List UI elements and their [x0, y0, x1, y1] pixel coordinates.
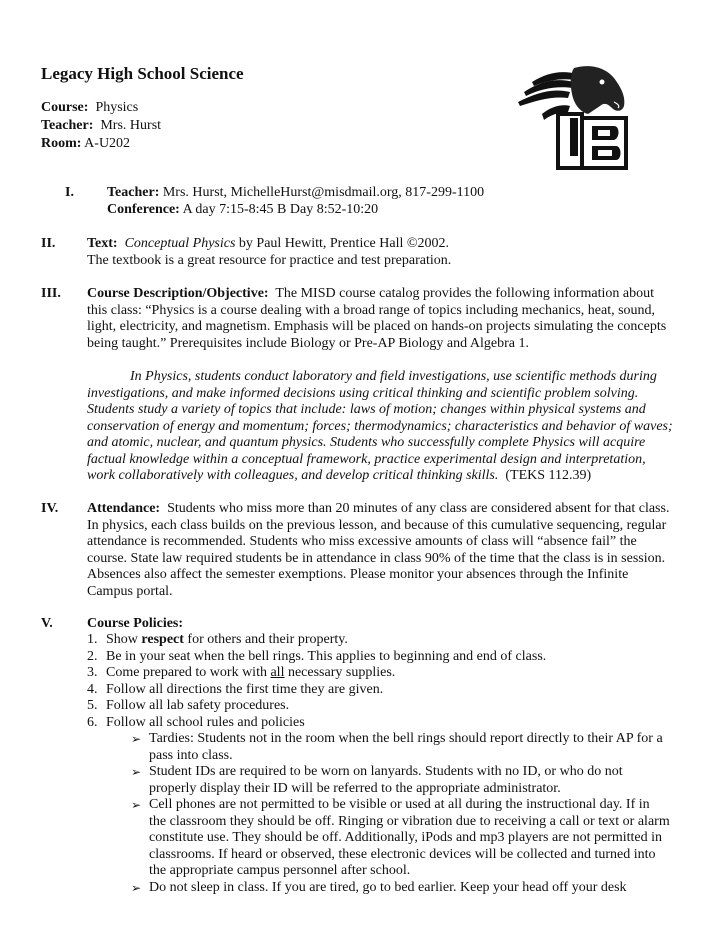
section-3-number: III.: [41, 286, 61, 301]
policy-item: 3. Come prepared to work with all necessary supplies.: [87, 665, 396, 680]
policy-list: [87, 632, 546, 731]
policy-item: 6. Follow all school rules and policies: [87, 714, 305, 730]
logo-letters: LB: [576, 166, 578, 167]
mustang-logo: [518, 62, 630, 170]
room-line: Room: A-U202: [41, 136, 131, 151]
section-3-teks: In Physics, students conduct laboratory and field investigations, use scientific methods during investigations, and make informed decisions using critical thinking and scientific problem solving. Students study a variety of topics that include: laws of motion; changes within physical systems and conservation of energy and momentum; forces; thermodynamics; characteristics and behavior of waves; and atomic, nuclear, and quantum physics. Students who successfully complete Physics will acquire factual knowledge within a conceptual framework, practice experimental design and interpretation, work collaboratively with colleagues, and develop critical thinking skills. (TEKS 112.39): [87, 369, 673, 483]
policy-item: 5. Follow all lab safety procedures.: [87, 698, 290, 713]
policy-item: 4. Follow all directions the first time they are given.: [87, 681, 384, 697]
section-1-teacher: Teacher: Mrs. Hurst, MichelleHurst@misdmail.org, 817-299-1100: [107, 185, 485, 200]
section-4-attendance: Attendance: Students who miss more than 20 minutes of any class are considered absent for that class. In physics, each class builds on the previous lesson, and because of this cumulative sequencing, regular attendance is recommended. Students who miss excessive amounts of class will “absence fail” the course. State law required students be in attendance in class 90% of the time that the class is in session. Absences also affect the semester exemptions. Please monitor your absences through the Infinite Campus portal.: [87, 501, 670, 599]
policy-item: 2. Be in your seat when the bell rings. This applies to beginning and end of class.: [87, 648, 547, 664]
arrow-bullet-icon: ➢: [131, 798, 142, 812]
arrow-bullet-icon: ➢: [131, 881, 142, 895]
school-title: Legacy High School Science: [41, 64, 244, 83]
section-2-number: II.: [41, 236, 56, 251]
course-line: Course: Physics: [41, 100, 139, 115]
syllabus-page: Legacy High School Science Course: Physics Teacher: Mrs. Hurst Room: A-U202 LB I. Teacher: Mrs. Hurst, MichelleHurst@misdmail.org, 817-299-1100 Conference: A day 7:15-8:45 B Day 8:52-10:20 II. Text: Conceptual Physics by Paul Hewitt, Prentice Hall ©2002. The textbook is a great resource for practice and test preparation. III. Course Description/Objective: The MISD course catalog provides the following information about this class: “Physics is a course dealing with a broad range of topics including mechanics, heat, sound, light, electricity, and magnetism. Emphasis will be placed on hands-on projects simulating the concepts being taught.” Prerequisites include Biology or Pre-AP Biology and Algebra 1. In Physics, students conduct laboratory and field investigations, use scientific methods during investigations, and make informed decisions using critical thinking and scientific problem solving. Students study a variety of topics that include: laws of motion; changes within physical systems and conservation of energy and momentum; forces; thermodynamics; characteristics and behavior of waves; and atomic, nuclear, and quantum physics. Students who successfully complete Physics will acquire factual knowledge within a conceptual framework, practice experimental design and interpretation, work collaboratively with colleagues, and develop critical thinking skills. (TEKS 112.39) IV. Attendance: Students who miss more than 20 minutes of any class are considered absent for that class. In physics, each class builds on the previous lesson, and because of this cumulative sequencing, regular attendance is recommended. Students who miss excessive amounts of class will “absence fail” the course. State law required students be in attendance in class 90% of the time that the class is in session. Absences also affect the semester exemptions. Please monitor your absences through the Infinite Campus portal. V. Course Policies: 1. Show respect for others and their property. 2. Be in your seat when the bell rings. This applies to beginning and end of class. 3. Come prepared to work with all necessary supplies. 4. Follow all directions the first time they are given. 5. Follow all lab safety procedures. 6. Follow all school rules and policies ➢ Tardies: Students not in the room when the bell rings should report directly to their AP for a pass into class. ➢ Student IDs are required to be worn on lanyards. Students with no ID, or who do not properly display their ID will be referred to the appropriate administrator. ➢ Cell phones are not permitted to be visible or used at all during the instructional day. If in the classroom they should be off. Ringing or vibration due to receiving a call or text or alarm constitute use. They should be off. Additionally, iPods and mp3 players are not permitted in classrooms. If heard or observed, these electronic devices will be collected and turned into the appropriate campus personnel after school. ➢ Do not sleep in class. If you are tired, go to bed earlier. Keep your head off your desk: [0, 0, 728, 942]
teacher-line: Teacher: Mrs. Hurst: [41, 118, 162, 133]
section-3-description: Course Description/Objective: The MISD course catalog provides the following information about this class: “Physics is a course dealing with a broad range of topics including mechanics, heat, sound, light, electricity, and magnetism. Emphasis will be placed on hands-on projects simulating the concepts being taught.” Prerequisites include Biology or Pre-AP Biology and Algebra 1.: [87, 286, 667, 351]
section-1-number: I.: [65, 185, 74, 200]
policy-item: 1. Show respect for others and their property.: [87, 632, 348, 647]
arrow-bullet-icon: ➢: [131, 765, 142, 779]
section-5-heading: Course Policies:: [87, 616, 184, 631]
section-2-text: Text: Conceptual Physics by Paul Hewitt, Prentice Hall ©2002. The textbook is a great resource for practice and test preparation.: [87, 236, 452, 268]
section-1-conference: Conference: A day 7:15-8:45 B Day 8:52-10:20: [107, 202, 379, 217]
section-4-number: IV.: [41, 501, 59, 516]
arrow-bullet-icon: ➢: [131, 732, 142, 746]
section-5-number: V.: [41, 616, 53, 631]
